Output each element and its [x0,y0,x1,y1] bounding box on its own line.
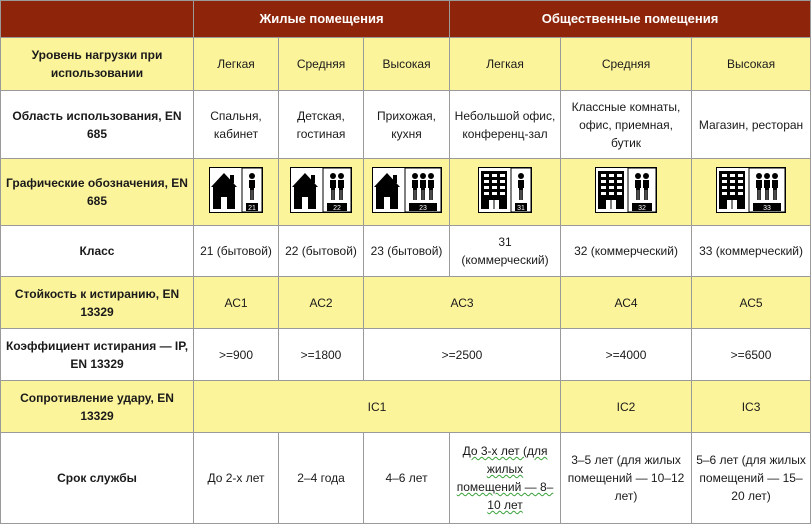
svg-text:21: 21 [248,204,256,212]
cell-area-3: Прихожая, кухня [364,91,450,159]
cell-abrasion-ac3: АС3 [364,277,561,329]
row-label-symbols: Графические обозначения, EN 685 [1,159,194,226]
cell-area-5: Классные комнаты, офис, приемная, бутик [561,91,692,159]
cell-area-1: Спальня, кабинет [194,91,279,159]
cell-load-3: Высокая [364,38,450,91]
cell-life-6: 5–6 лет (для жилых помещений — 15–20 лет) [692,433,811,524]
cell-symbol-4 [450,159,561,226]
cell-area-4: Небольшой офис, конференц-зал [450,91,561,159]
cell-area-6: Магазин, ресторан [692,91,811,159]
cell-class-2: 22 (бытовой) [279,226,364,277]
cell-impact-ic1: IC1 [194,381,561,433]
symbol-21-icon [209,167,263,218]
symbol-32-icon [595,167,657,218]
cell-life-1: До 2-х лет [194,433,279,524]
cell-class-4: 31 (коммерческий) [450,226,561,277]
cell-class-1: 21 (бытовой) [194,226,279,277]
cell-abrasion-ac2: АС2 [279,277,364,329]
svg-text:33: 33 [763,204,771,212]
cell-load-6: Высокая [692,38,811,91]
svg-text:22: 22 [333,204,341,212]
cell-life-2: 2–4 года [279,433,364,524]
header-residential: Жилые помещения [194,1,450,38]
cell-coefficient-3: >=2500 [364,329,561,381]
cell-symbol-3 [364,159,450,226]
row-label-abrasion: Стойкость к истиранию, EN 13329 [1,277,194,329]
svg-text:31: 31 [517,204,525,212]
cell-symbol-5 [561,159,692,226]
cell-load-5: Средняя [561,38,692,91]
cell-impact-ic3: IC3 [692,381,811,433]
cell-load-1: Легкая [194,38,279,91]
symbol-22-icon [290,167,352,218]
cell-symbol-6 [692,159,811,226]
cell-class-3: 23 (бытовой) [364,226,450,277]
cell-abrasion-ac1: АС1 [194,277,279,329]
life-text-4: До 3-х лет (для жилых помещений — 8–10 лет [456,444,554,512]
cell-coefficient-5: >=6500 [692,329,811,381]
cell-coefficient-4: >=4000 [561,329,692,381]
svg-text:32: 32 [638,204,646,212]
header-public: Общественные помещения [450,1,811,38]
symbol-33-icon [716,167,786,218]
cell-coefficient-2: >=1800 [279,329,364,381]
row-label-class: Класс [1,226,194,277]
cell-abrasion-ac5: АС5 [692,277,811,329]
symbol-23-icon [372,167,442,218]
cell-area-2: Детская, гостиная [279,91,364,159]
cell-impact-ic2: IC2 [561,381,692,433]
cell-load-4: Легкая [450,38,561,91]
cell-class-5: 32 (коммерческий) [561,226,692,277]
cell-class-6: 33 (коммерческий) [692,226,811,277]
row-label-area: Область использования, EN 685 [1,91,194,159]
cell-life-4 [450,433,561,524]
row-label-impact: Сопротивление удару, EN 13329 [1,381,194,433]
row-label-load: Уровень нагрузки при использовании [1,38,194,91]
cell-coefficient-1: >=900 [194,329,279,381]
header-corner [1,1,194,38]
cell-life-5: 3–5 лет (для жилых помещений — 10–12 лет) [561,433,692,524]
cell-symbol-1 [194,159,279,226]
cell-symbol-2 [279,159,364,226]
cell-life-3: 4–6 лет [364,433,450,524]
svg-text:23: 23 [418,204,427,212]
symbol-31-icon [478,167,532,218]
row-label-coefficient: Коэффициент истирания — IP, EN 13329 [1,329,194,381]
cell-load-2: Средняя [279,38,364,91]
cell-abrasion-ac4: АС4 [561,277,692,329]
row-label-life: Срок службы [1,433,194,524]
